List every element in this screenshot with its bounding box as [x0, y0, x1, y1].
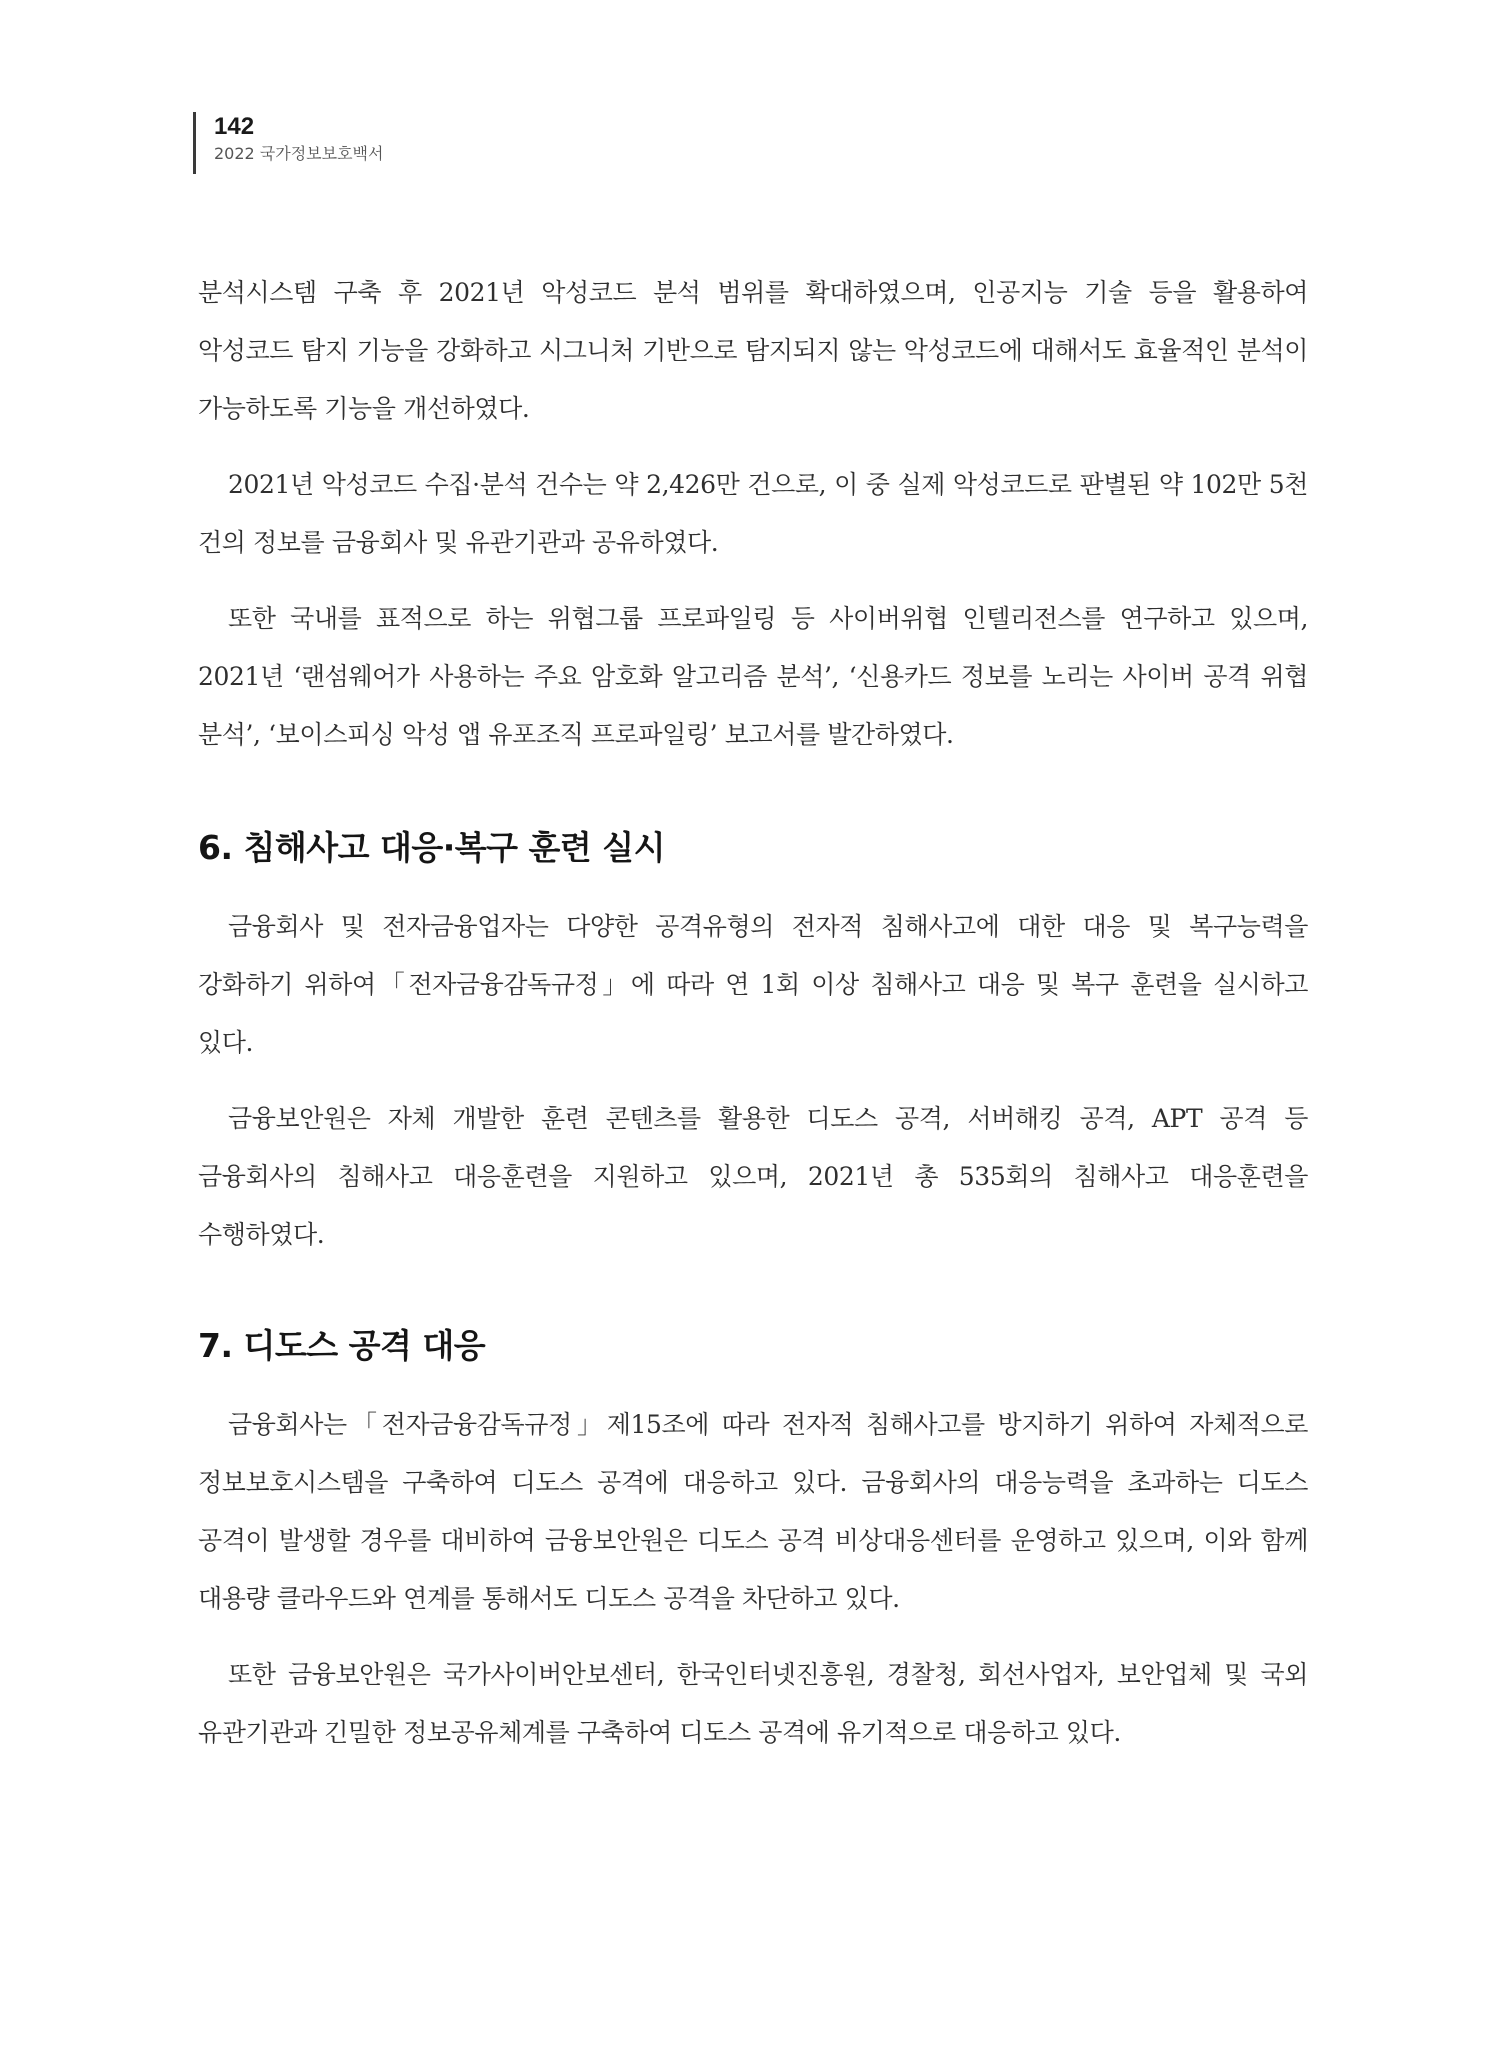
- body-paragraph: 또한 국내를 표적으로 하는 위협그룹 프로파일링 등 사이버위협 인텔리전스를 연구하고 있으며, 2021년 ‘랜섬웨어가 사용하는 주요 암호화 알고리즘 분석’, ‘신용카드 정보를 노리는 사이버 공격 위협 분석’, ‘보이스피싱 악성 앱 유포조직 프로파일링’ 보고서를 발간하였다.: [198, 604, 1308, 749]
- body-paragraph: 또한 금융보안원은 국가사이버안보센터, 한국인터넷진흥원, 경찰청, 회선사업자, 보안업체 및 국외 유관기관과 긴밀한 정보공유체계를 구축하여 디도스 공격에 유기적으로 대응하고 있다.: [198, 1660, 1308, 1747]
- section-heading: 6. 침해사고 대응·복구 훈련 실시: [198, 828, 666, 867]
- publication-title: 2022 국가정보보호백서: [214, 144, 384, 163]
- section-heading: 7. 디도스 공격 대응: [198, 1326, 486, 1365]
- body-paragraph: 금융회사는「전자금융감독규정」제15조에 따라 전자적 침해사고를 방지하기 위하여 자체적으로 정보보호시스템을 구축하여 디도스 공격에 대응하고 있다. 금융회사의 대응능력을 초과하는 디도스 공격이 발생할 경우를 대비하여 금융보안원은 디도스 공격 비상대응센터를 운영하고 있으며, 이와 함께 대용량 클라우드와 연계를 통해서도 디도스 공격을 차단하고 있다.: [198, 1410, 1308, 1613]
- body-paragraph: 2021년 악성코드 수집·분석 건수는 약 2,426만 건으로, 이 중 실제 악성코드로 판별된 약 102만 5천 건의 정보를 금융회사 및 유관기관과 공유하였다.: [198, 470, 1308, 557]
- page-number: 142: [214, 113, 255, 140]
- body-paragraph: 분석시스템 구축 후 2021년 악성코드 분석 범위를 확대하였으며, 인공지능 기술 등을 활용하여 악성코드 탐지 기능을 강화하고 시그니처 기반으로 탐지되지 않는 악성코드에 대해서도 효율적인 분석이 가능하도록 기능을 개선하였다.: [198, 278, 1308, 423]
- document-body: [198, 264, 1308, 1780]
- body-paragraph: 금융보안원은 자체 개발한 훈련 콘텐츠를 활용한 디도스 공격, 서버해킹 공격, APT 공격 등 금융회사의 침해사고 대응훈련을 지원하고 있으며, 2021년 총 535회의 침해사고 대응훈련을 수행하였다.: [198, 1104, 1308, 1249]
- page-header: [193, 112, 383, 174]
- body-paragraph: 금융회사 및 전자금융업자는 다양한 공격유형의 전자적 침해사고에 대한 대응 및 복구능력을 강화하기 위하여「전자금융감독규정」에 따라 연 1회 이상 침해사고 대응 및 복구 훈련을 실시하고 있다.: [198, 912, 1308, 1057]
